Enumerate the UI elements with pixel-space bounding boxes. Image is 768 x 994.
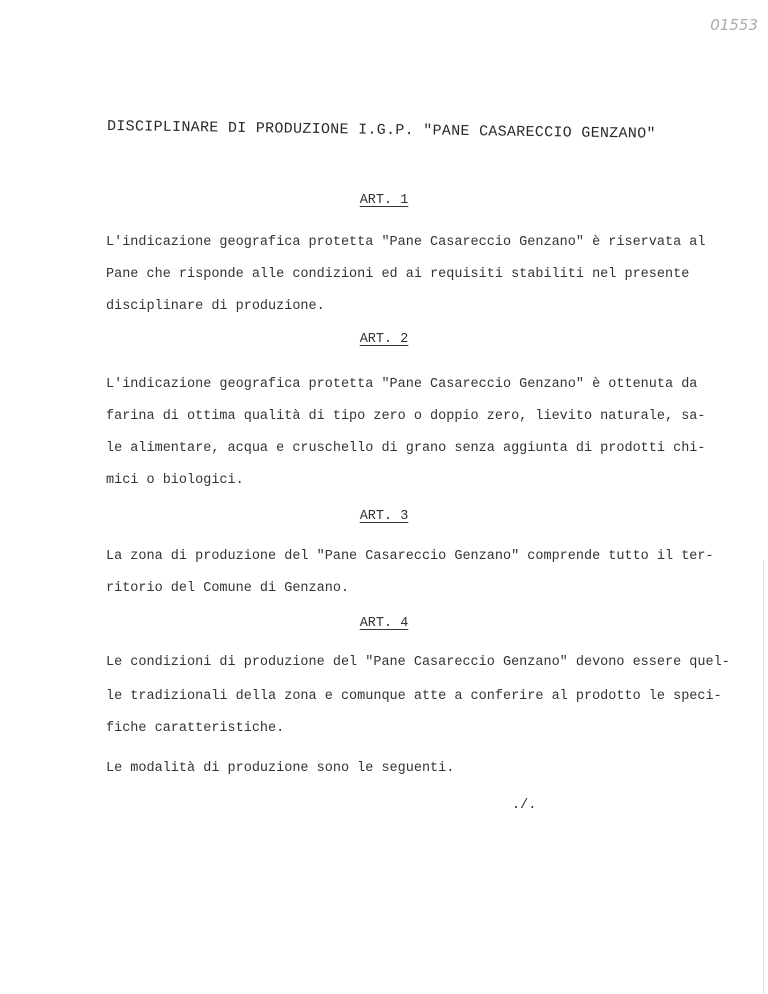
article-1-line: Pane che risponde alle condizioni ed ai requisiti stabiliti nel presente	[106, 267, 690, 282]
scan-edge-line	[763, 560, 764, 994]
article-4-line: fiche caratteristiche.	[106, 721, 285, 736]
article-1-line: L'indicazione geografica protetta "Pane Casareccio Genzano" è riservata al	[106, 235, 706, 250]
article-3-heading: ART. 3	[359, 509, 409, 524]
article-2-line: farina di ottima qualità di tipo zero o doppio zero, lievito naturale, sa-	[106, 409, 706, 424]
article-4-line: Le condizioni di produzione del "Pane Casareccio Genzano" devono essere quel-	[106, 655, 730, 670]
article-2-line: mici o biologici.	[106, 473, 244, 488]
article-4-line: le tradizionali della zona e comunque atte a conferire al prodotto le speci-	[106, 689, 722, 704]
article-2-line: le alimentare, acqua e cruschello di grano senza aggiunta di prodotti chi-	[106, 441, 706, 456]
article-4-heading: ART. 4	[359, 616, 409, 631]
article-1-line: disciplinare di produzione.	[106, 299, 325, 314]
article-2-heading: ART. 2	[359, 332, 409, 347]
article-3-line: La zona di produzione del "Pane Casareccio Genzano" comprende tutto il ter-	[106, 549, 714, 564]
document-title: DISCIPLINARE DI PRODUZIONE I.G.P. "PANE CASARECCIO GENZANO"	[106, 118, 656, 143]
closing-line: Le modalità di produzione sono le seguenti.	[106, 761, 455, 776]
article-2-line: L'indicazione geografica protetta "Pane Casareccio Genzano" è ottenuta da	[106, 377, 698, 392]
article-3-line: ritorio del Comune di Genzano.	[106, 581, 350, 596]
article-1-heading: ART. 1	[359, 193, 409, 208]
archive-stamp-number: 01553	[710, 16, 758, 34]
continuation-mark: ./.	[512, 798, 537, 813]
